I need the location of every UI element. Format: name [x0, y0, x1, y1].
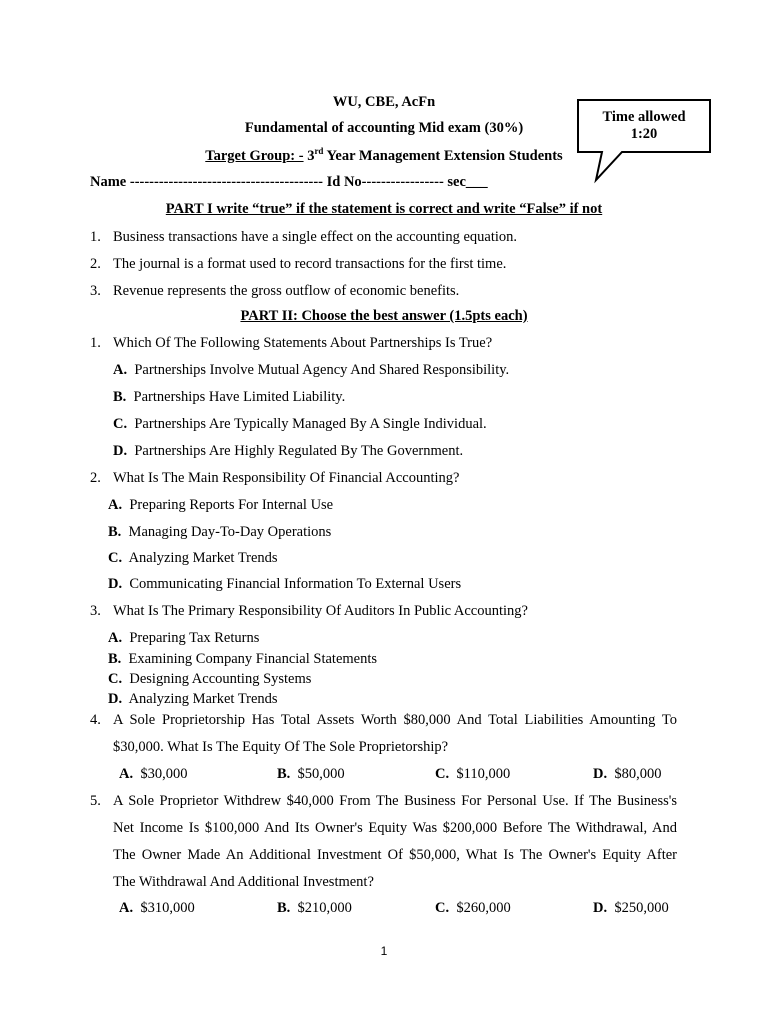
question-text-line: $30,000. What Is The Equity Of The Sole Proprietorship?: [113, 739, 449, 755]
institution-line: WU, CBE, AcFn: [332, 94, 436, 110]
time-allowed-label: Time allowed: [602, 109, 686, 125]
option: [108, 629, 259, 647]
option-label: D.: [593, 900, 608, 916]
target-group-suffix: rd: [314, 146, 324, 156]
option-label: A.: [108, 630, 123, 646]
option: [113, 442, 463, 460]
option-text: Preparing Tax Returns: [129, 630, 260, 646]
option-label: C.: [108, 550, 123, 566]
option-label: D.: [108, 691, 123, 707]
option-label: B.: [113, 389, 127, 405]
option: [277, 765, 345, 783]
option-text: $110,000: [456, 766, 511, 782]
part1-item-number: 2.: [90, 256, 101, 272]
option: [113, 415, 487, 433]
option-text: $210,000: [297, 900, 352, 916]
target-group-number: 3: [307, 147, 315, 164]
option-text: Analyzing Market Trends: [128, 691, 278, 707]
option: [593, 765, 661, 783]
option-label: C.: [435, 900, 450, 916]
part2-title: PART II: Choose the best answer (1.5pts each): [240, 308, 528, 324]
name-id-line: Name ---------------------------------------- Id No----------------- sec___: [90, 174, 488, 190]
time-allowed-value: 1:20: [630, 126, 658, 142]
option: [108, 496, 333, 514]
target-group-label: Target Group: -: [205, 147, 304, 164]
option-text: Examining Company Financial Statements: [128, 651, 378, 667]
option: [435, 899, 511, 917]
option-text: Analyzing Market Trends: [128, 550, 278, 566]
option-text: Partnerships Are Highly Regulated By The Government.: [134, 443, 464, 459]
question-number: 1.: [90, 335, 101, 351]
option-text: $310,000: [140, 900, 195, 916]
question-text: What Is The Main Responsibility Of Financial Accounting?: [113, 470, 460, 486]
question-number: 5.: [90, 793, 101, 809]
exam-title: Fundamental of accounting Mid exam (30%): [244, 120, 524, 136]
question-number: 4.: [90, 712, 101, 728]
part1-title: PART I write “true” if the statement is correct and write “False” if not: [165, 201, 603, 217]
option: [113, 388, 345, 406]
option-label: B.: [108, 524, 122, 540]
option-label: D.: [108, 576, 123, 592]
option: [113, 361, 509, 379]
option-label: B.: [277, 900, 291, 916]
question-number: 3.: [90, 603, 101, 619]
option: [593, 899, 669, 917]
option-text: Preparing Reports For Internal Use: [129, 497, 334, 513]
option: [108, 549, 278, 567]
part1-item-number: 1.: [90, 229, 101, 245]
option-label: B.: [277, 766, 291, 782]
option-label: C.: [113, 416, 128, 432]
option-text: Partnerships Have Limited Liability.: [133, 389, 346, 405]
option-label: B.: [108, 651, 122, 667]
option-label: A.: [113, 362, 128, 378]
option: [435, 765, 510, 783]
option-text: Communicating Financial Information To External Users: [129, 576, 462, 592]
question-number: 2.: [90, 470, 101, 486]
option-label: D.: [593, 766, 608, 782]
option: [108, 523, 331, 541]
time-allowed-callout: [577, 99, 711, 153]
option-label: C.: [435, 766, 450, 782]
question-text: What Is The Primary Responsibility Of Auditors In Public Accounting?: [113, 603, 528, 619]
question-text-line: The Withdrawal And Additional Investment?: [113, 874, 374, 890]
option-text: Partnerships Are Typically Managed By A Single Individual.: [134, 416, 487, 432]
option: [108, 650, 377, 668]
option-text: $250,000: [614, 900, 669, 916]
option-text: Managing Day-To-Day Operations: [128, 524, 332, 540]
option-text: $30,000: [140, 766, 188, 782]
option: [277, 899, 352, 917]
option-text: $50,000: [297, 766, 345, 782]
option-label: D.: [113, 443, 128, 459]
question-text-line: A Sole Proprietorship Has Total Assets Worth $80,000 And Total Liabilities Amounting To: [113, 712, 677, 728]
option-label: A.: [119, 900, 134, 916]
option: [108, 670, 311, 688]
question-text-line: The Owner Made An Additional Investment Of $50,000, What Is The Owner's Equity After: [113, 847, 677, 863]
page-number: 1: [380, 944, 388, 958]
part1-item-text: Business transactions have a single effect on the accounting equation.: [113, 229, 518, 245]
option: [119, 765, 187, 783]
option-label: C.: [108, 671, 123, 687]
option-label: A.: [108, 497, 123, 513]
part1-item-text: The journal is a format used to record transactions for the first time.: [113, 256, 507, 272]
option-label: A.: [119, 766, 134, 782]
option-text: $80,000: [614, 766, 662, 782]
target-group-text: Year Management Extension Students: [323, 147, 563, 164]
question-text-line: A Sole Proprietor Withdrew $40,000 From The Business For Personal Use. If The Business's: [113, 793, 677, 809]
question-text-line: Net Income Is $100,000 And Its Owner's Equity Was $200,000 Before The Withdrawal, And: [113, 820, 677, 836]
part1-item-text: Revenue represents the gross outflow of economic benefits.: [113, 283, 460, 299]
option-text: $260,000: [456, 900, 511, 916]
option: [119, 899, 195, 917]
option-text: Partnerships Involve Mutual Agency And Shared Responsibility.: [134, 362, 510, 378]
option-text: Designing Accounting Systems: [129, 671, 312, 687]
part1-item-number: 3.: [90, 283, 101, 299]
question-text: Which Of The Following Statements About Partnerships Is True?: [113, 335, 493, 351]
option: [108, 575, 461, 593]
option: [108, 690, 278, 708]
